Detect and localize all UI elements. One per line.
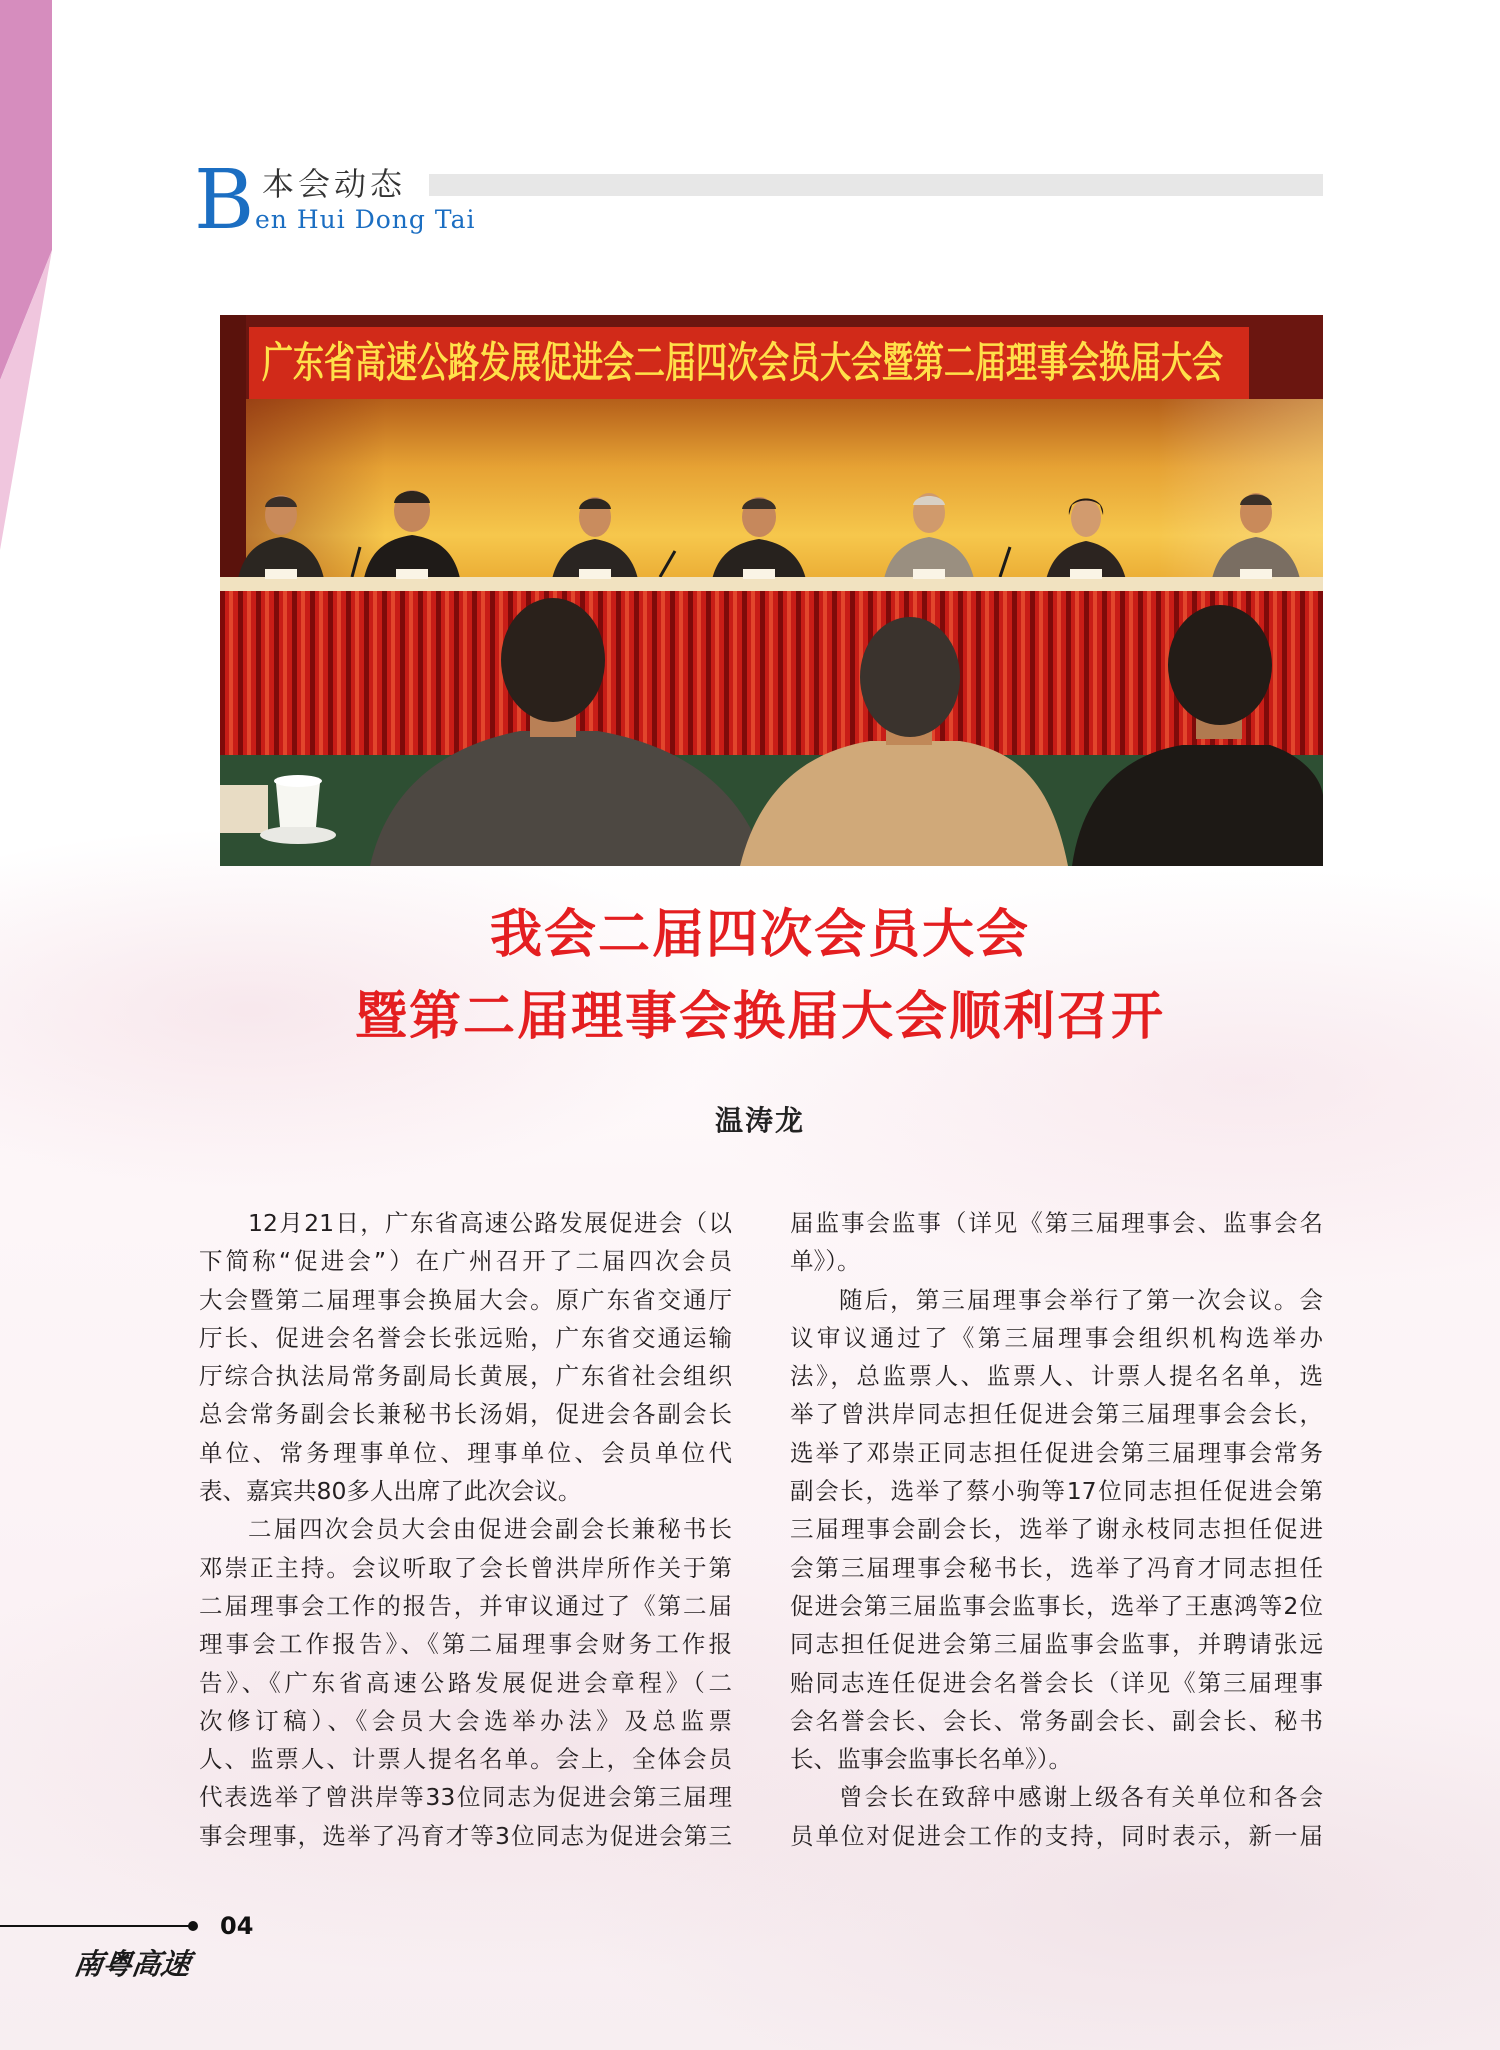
body-line: 三届理事会副会长，选举了谢永枝同志担任促进 (790, 1515, 1323, 1544)
body-line: 长、监事会监事长名单》）。 (790, 1745, 1072, 1774)
body-line: 事会理事，选举了冯育才等3位同志为促进会第三 (199, 1821, 732, 1850)
section-title-pinyin: en Hui Dong Tai (255, 205, 476, 234)
meeting-photo-illustration (220, 315, 1323, 866)
name-plate-2 (396, 569, 428, 579)
body-line: 单》）。 (790, 1247, 861, 1276)
body-line: 下简称“促进会”）在广州召开了二届四次会员 (199, 1247, 732, 1276)
body-line: 贻同志连任促进会名誉会长（详见《第三届理事 (790, 1668, 1323, 1697)
banner-text: 广东省高速公路发展促进会二届四次会员大会暨第二届理事会换届大会 (262, 338, 1223, 387)
body-line: 告》、《广东省高速公路发展促进会章程》（二 (199, 1668, 732, 1697)
header-gray-bar (429, 174, 1323, 196)
body-line: 单位、常务理事单位、理事单位、会员单位代 (199, 1438, 732, 1467)
body-line: 举了曾洪岸同志担任促进会第三届理事会会长， (790, 1400, 1323, 1429)
body-line: 会第三届理事会秘书长，选举了冯育才同志担任 (790, 1553, 1323, 1582)
footer-dot (188, 1921, 198, 1931)
body-line: 曾会长在致辞中感谢上级各有关单位和各会 (839, 1783, 1323, 1812)
left-column (199, 1204, 732, 1855)
body-line: 议审议通过了《第三届理事会组织机构选举办 (790, 1323, 1323, 1352)
body-line: 同志担任促进会第三届监事会监事，并聘请张远 (790, 1630, 1323, 1659)
meeting-photo (220, 315, 1323, 866)
body-line: 厅长、促进会名誉会长张远贻，广东省交通运输 (199, 1323, 732, 1352)
article-title-line-2: 暨第二届理事会换届大会顺利召开 (354, 986, 1165, 1047)
magazine-logo: 南粤高速 (71, 1947, 193, 1981)
name-plate-7 (1240, 569, 1272, 579)
name-plate-4 (743, 569, 775, 579)
body-line: 代表选举了曾洪岸等33位同志为促进会第三届理 (199, 1783, 732, 1812)
body-line: 大会暨第二届理事会换届大会。原广东省交通厅 (199, 1285, 732, 1314)
body-line: 二届四次会员大会由促进会副会长兼秘书长 (248, 1515, 732, 1544)
name-plate-6 (1070, 569, 1102, 579)
body-line: 会名誉会长、会长、常务副会长、副会长、秘书 (790, 1706, 1323, 1735)
pink-edge-decoration (0, 0, 60, 560)
body-line: 人、监票人、计票人提名名单。会上，全体会员 (199, 1745, 732, 1774)
body-line: 二届理事会工作的报告，并审议通过了《第二届 (199, 1591, 732, 1620)
section-title-chinese: 本会动态 (262, 165, 407, 203)
body-line: 副会长，选举了蔡小驹等17位同志担任促进会第 (790, 1477, 1323, 1506)
body-line: 选举了邓崇正同志担任促进会第三届理事会常务 (790, 1438, 1323, 1467)
body-line: 促进会第三届监事会监事长，选举了王惠鸿等2位 (790, 1591, 1323, 1620)
name-plate-5 (913, 569, 945, 579)
body-line: 理事会工作报告》、《第二届理事会财务工作报 (199, 1630, 732, 1659)
body-line: 随后，第三届理事会举行了第一次会议。会 (839, 1285, 1323, 1314)
body-line: 表、嘉宾共80多人出席了此次会议。 (199, 1477, 582, 1506)
body-line: 厅综合执法局常务副局长黄展，广东省社会组织 (199, 1362, 732, 1391)
article-title-line-1: 我会二届四次会员大会 (489, 904, 1030, 965)
article-title (220, 894, 1300, 1058)
footer-rule (0, 1925, 192, 1927)
body-line: 次修订稿）、《会员大会选举办法》及总监票 (199, 1706, 732, 1735)
name-plate-3 (579, 569, 611, 579)
table-top-cloth (220, 577, 1323, 591)
body-line: 12月21日，广东省高速公路发展促进会（以 (248, 1209, 732, 1237)
body-line: 法》，总监票人、监票人、计票人提名名单，选 (790, 1362, 1323, 1391)
name-plate-1 (265, 569, 297, 579)
body-line: 总会常务副会长兼秘书长汤娟，促进会各副会长 (199, 1400, 732, 1429)
article-author: 温涛龙 (714, 1104, 805, 1137)
right-column (790, 1204, 1323, 1855)
page-number: 04 (220, 1912, 254, 1940)
section-initial-letter: B (194, 153, 255, 248)
table-skirt (220, 591, 1323, 756)
body-line: 员单位对促进会工作的支持，同时表示，新一届 (790, 1821, 1323, 1850)
body-line: 届监事会监事（详见《第三届理事会、监事会名 (790, 1209, 1323, 1237)
front-name-plate (220, 785, 268, 833)
body-line: 邓崇正主持。会议听取了会长曾洪岸所作关于第 (199, 1553, 732, 1582)
